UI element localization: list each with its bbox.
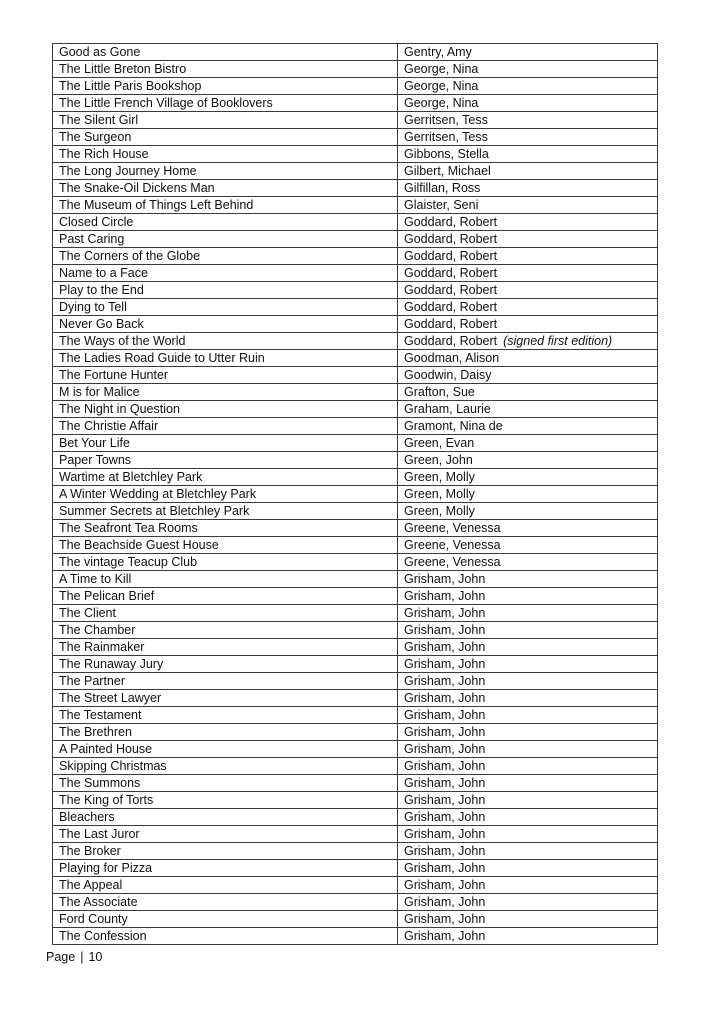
author-name: Grisham, John xyxy=(404,793,486,807)
table-row xyxy=(53,724,658,741)
table-row xyxy=(53,163,658,180)
book-author-cell xyxy=(398,843,658,860)
author-name: Grisham, John xyxy=(404,708,486,722)
table-row xyxy=(53,809,658,826)
table-row xyxy=(53,367,658,384)
book-title-cell: The Fortune Hunter xyxy=(53,367,398,384)
table-row xyxy=(53,622,658,639)
book-title-cell: The Testament xyxy=(53,707,398,724)
book-title-cell: Playing for Pizza xyxy=(53,860,398,877)
book-author-cell xyxy=(398,724,658,741)
table-row xyxy=(53,894,658,911)
author-name: Goddard, Robert xyxy=(404,232,498,246)
book-title-cell: The Corners of the Globe xyxy=(53,248,398,265)
book-author-cell xyxy=(398,673,658,690)
author-name: Grisham, John xyxy=(404,691,486,705)
book-title-cell: A Winter Wedding at Bletchley Park xyxy=(53,486,398,503)
book-author-cell xyxy=(398,588,658,605)
author-name: Gilfillan, Ross xyxy=(404,181,481,195)
table-row xyxy=(53,61,658,78)
book-author-cell xyxy=(398,146,658,163)
table-row xyxy=(53,571,658,588)
author-name: Greene, Venessa xyxy=(404,521,501,535)
author-name: Goodman, Alison xyxy=(404,351,500,365)
book-author-cell xyxy=(398,469,658,486)
author-name: Goodwin, Daisy xyxy=(404,368,492,382)
author-name: Goddard, Robert xyxy=(404,215,498,229)
book-author-cell xyxy=(398,537,658,554)
table-row xyxy=(53,452,658,469)
book-author-cell xyxy=(398,622,658,639)
table-row xyxy=(53,95,658,112)
book-author-cell xyxy=(398,571,658,588)
table-row xyxy=(53,248,658,265)
table-row xyxy=(53,435,658,452)
book-title-cell: The Chamber xyxy=(53,622,398,639)
book-title-cell: Past Caring xyxy=(53,231,398,248)
book-author-cell xyxy=(398,656,658,673)
table-row xyxy=(53,265,658,282)
book-title-cell: The Snake-Oil Dickens Man xyxy=(53,180,398,197)
table-row xyxy=(53,911,658,928)
book-author-cell xyxy=(398,758,658,775)
table-row xyxy=(53,826,658,843)
book-author-cell xyxy=(398,826,658,843)
book-author-cell xyxy=(398,248,658,265)
table-row xyxy=(53,554,658,571)
author-name: Graham, Laurie xyxy=(404,402,491,416)
book-author-cell xyxy=(398,231,658,248)
book-title-cell: The King of Torts xyxy=(53,792,398,809)
book-title-cell: A Painted House xyxy=(53,741,398,758)
book-author-cell xyxy=(398,860,658,877)
table-row xyxy=(53,588,658,605)
book-title-cell: Wartime at Bletchley Park xyxy=(53,469,398,486)
book-title-cell: Skipping Christmas xyxy=(53,758,398,775)
book-title-cell: Bet Your Life xyxy=(53,435,398,452)
book-author-cell xyxy=(398,520,658,537)
book-title-cell: The Ladies Road Guide to Utter Ruin xyxy=(53,350,398,367)
author-name: Grisham, John xyxy=(404,640,486,654)
book-title-cell: Never Go Back xyxy=(53,316,398,333)
edition-note: (signed first edition) xyxy=(503,334,613,348)
table-row xyxy=(53,418,658,435)
book-author-cell xyxy=(398,333,658,350)
author-name: Goddard, Robert xyxy=(404,317,498,331)
table-row xyxy=(53,180,658,197)
author-name: Grisham, John xyxy=(404,589,486,603)
book-author-cell xyxy=(398,95,658,112)
book-title-cell: The Beachside Guest House xyxy=(53,537,398,554)
book-author-cell xyxy=(398,877,658,894)
book-title-cell: The Runaway Jury xyxy=(53,656,398,673)
book-title-cell: The Rich House xyxy=(53,146,398,163)
book-author-cell xyxy=(398,44,658,61)
author-name: Goddard, Robert xyxy=(404,249,498,263)
table-row xyxy=(53,486,658,503)
table-row xyxy=(53,503,658,520)
table-row xyxy=(53,316,658,333)
book-author-cell xyxy=(398,418,658,435)
author-name: Green, Evan xyxy=(404,436,475,450)
author-name: Grisham, John xyxy=(404,912,486,926)
book-author-cell xyxy=(398,792,658,809)
table-row xyxy=(53,129,658,146)
table-row xyxy=(53,741,658,758)
author-name: Grisham, John xyxy=(404,623,486,637)
book-author-cell xyxy=(398,911,658,928)
author-name: Goddard, Robert xyxy=(404,283,498,297)
book-title-cell: The Night in Question xyxy=(53,401,398,418)
book-title-cell: The Surgeon xyxy=(53,129,398,146)
book-title-cell: Bleachers xyxy=(53,809,398,826)
author-name: George, Nina xyxy=(404,96,479,110)
table-row xyxy=(53,469,658,486)
author-name: Grisham, John xyxy=(404,674,486,688)
book-author-cell xyxy=(398,197,658,214)
author-name: Grisham, John xyxy=(404,759,486,773)
book-title-cell: Paper Towns xyxy=(53,452,398,469)
author-name: Grisham, John xyxy=(404,861,486,875)
book-title-cell: A Time to Kill xyxy=(53,571,398,588)
book-author-cell xyxy=(398,690,658,707)
author-name: Gramont, Nina de xyxy=(404,419,503,433)
author-name: Grisham, John xyxy=(404,810,486,824)
book-title-cell: The Client xyxy=(53,605,398,622)
author-name: Grisham, John xyxy=(404,827,486,841)
book-title-cell: The Associate xyxy=(53,894,398,911)
book-title-cell: Play to the End xyxy=(53,282,398,299)
book-author-cell xyxy=(398,435,658,452)
book-title-cell: The Ways of the World xyxy=(53,333,398,350)
table-row xyxy=(53,792,658,809)
author-name: Gentry, Amy xyxy=(404,45,472,59)
table-row xyxy=(53,146,658,163)
table-row xyxy=(53,673,658,690)
table-row xyxy=(53,656,658,673)
book-title-cell: The Little Paris Bookshop xyxy=(53,78,398,95)
author-name: Gibbons, Stella xyxy=(404,147,489,161)
author-name: Greene, Venessa xyxy=(404,555,501,569)
book-title-cell: The Rainmaker xyxy=(53,639,398,656)
book-title-cell: The Silent Girl xyxy=(53,112,398,129)
author-name: Grisham, John xyxy=(404,742,486,756)
page-number: 10 xyxy=(88,950,103,964)
table-row xyxy=(53,775,658,792)
book-title-cell: The Broker xyxy=(53,843,398,860)
book-author-cell xyxy=(398,282,658,299)
table-row xyxy=(53,384,658,401)
author-name: Grisham, John xyxy=(404,657,486,671)
book-author-cell xyxy=(398,112,658,129)
table-row xyxy=(53,758,658,775)
book-title-cell: The Last Juror xyxy=(53,826,398,843)
table-row xyxy=(53,333,658,350)
table-row xyxy=(53,112,658,129)
table-row xyxy=(53,639,658,656)
book-title-cell: The Christie Affair xyxy=(53,418,398,435)
author-name: George, Nina xyxy=(404,79,479,93)
table-row xyxy=(53,78,658,95)
book-author-cell xyxy=(398,61,658,78)
book-title-cell: Closed Circle xyxy=(53,214,398,231)
author-name: George, Nina xyxy=(404,62,479,76)
book-author-cell xyxy=(398,707,658,724)
table-row xyxy=(53,690,658,707)
author-name: Grisham, John xyxy=(404,572,486,586)
author-name: Grisham, John xyxy=(404,929,486,943)
book-author-cell xyxy=(398,486,658,503)
author-name: Green, John xyxy=(404,453,473,467)
book-author-cell xyxy=(398,741,658,758)
table-row xyxy=(53,197,658,214)
author-name: Grisham, John xyxy=(404,725,486,739)
book-author-cell xyxy=(398,163,658,180)
book-author-cell xyxy=(398,180,658,197)
author-name: Grafton, Sue xyxy=(404,385,475,399)
author-name: Goddard, Robert xyxy=(404,300,498,314)
book-list-table xyxy=(52,43,658,945)
book-author-cell xyxy=(398,639,658,656)
author-name: Green, Molly xyxy=(404,504,475,518)
book-author-cell xyxy=(398,316,658,333)
table-row xyxy=(53,928,658,945)
author-name: Gerritsen, Tess xyxy=(404,130,488,144)
table-row xyxy=(53,214,658,231)
book-author-cell xyxy=(398,809,658,826)
author-name: Glaister, Seni xyxy=(404,198,479,212)
author-name: Grisham, John xyxy=(404,606,486,620)
book-author-cell xyxy=(398,605,658,622)
page-separator: | xyxy=(80,950,84,964)
book-author-cell xyxy=(398,78,658,95)
table-row xyxy=(53,860,658,877)
table-row xyxy=(53,299,658,316)
book-title-cell: The Appeal xyxy=(53,877,398,894)
book-author-cell xyxy=(398,554,658,571)
book-title-cell: The Street Lawyer xyxy=(53,690,398,707)
book-title-cell: Name to a Face xyxy=(53,265,398,282)
table-row xyxy=(53,44,658,61)
page-footer xyxy=(46,950,102,964)
book-author-cell xyxy=(398,401,658,418)
book-title-cell: The Seafront Tea Rooms xyxy=(53,520,398,537)
book-title-cell: The Little French Village of Booklovers xyxy=(53,95,398,112)
book-title-cell: The Museum of Things Left Behind xyxy=(53,197,398,214)
author-name: Grisham, John xyxy=(404,844,486,858)
book-title-cell: Good as Gone xyxy=(53,44,398,61)
book-title-cell: M is for Malice xyxy=(53,384,398,401)
author-name: Grisham, John xyxy=(404,776,486,790)
book-list-body xyxy=(53,44,658,945)
book-title-cell: The Summons xyxy=(53,775,398,792)
book-author-cell xyxy=(398,265,658,282)
book-author-cell xyxy=(398,129,658,146)
author-name: Grisham, John xyxy=(404,878,486,892)
book-author-cell xyxy=(398,350,658,367)
book-title-cell: The Pelican Brief xyxy=(53,588,398,605)
author-name: Gerritsen, Tess xyxy=(404,113,488,127)
book-title-cell: Dying to Tell xyxy=(53,299,398,316)
book-author-cell xyxy=(398,214,658,231)
author-name: Grisham, John xyxy=(404,895,486,909)
book-author-cell xyxy=(398,367,658,384)
book-title-cell: The Partner xyxy=(53,673,398,690)
book-author-cell xyxy=(398,299,658,316)
book-title-cell: The Confession xyxy=(53,928,398,945)
book-author-cell xyxy=(398,503,658,520)
author-name: Goddard, Robert xyxy=(404,266,498,280)
table-row xyxy=(53,605,658,622)
book-title-cell: The Long Journey Home xyxy=(53,163,398,180)
book-author-cell xyxy=(398,452,658,469)
book-title-cell: Ford County xyxy=(53,911,398,928)
author-name: Gilbert, Michael xyxy=(404,164,491,178)
book-author-cell xyxy=(398,894,658,911)
author-name: Green, Molly xyxy=(404,487,475,501)
book-title-cell: The Brethren xyxy=(53,724,398,741)
table-row xyxy=(53,520,658,537)
book-author-cell xyxy=(398,384,658,401)
table-row xyxy=(53,401,658,418)
table-row xyxy=(53,843,658,860)
author-name: Goddard, Robert xyxy=(404,334,498,348)
table-row xyxy=(53,877,658,894)
table-row xyxy=(53,350,658,367)
table-row xyxy=(53,282,658,299)
book-author-cell xyxy=(398,928,658,945)
table-row xyxy=(53,231,658,248)
table-row xyxy=(53,707,658,724)
author-name: Green, Molly xyxy=(404,470,475,484)
book-title-cell: The Little Breton Bistro xyxy=(53,61,398,78)
page-label: Page xyxy=(46,950,76,964)
book-title-cell: The vintage Teacup Club xyxy=(53,554,398,571)
author-name: Greene, Venessa xyxy=(404,538,501,552)
book-title-cell: Summer Secrets at Bletchley Park xyxy=(53,503,398,520)
table-row xyxy=(53,537,658,554)
book-author-cell xyxy=(398,775,658,792)
